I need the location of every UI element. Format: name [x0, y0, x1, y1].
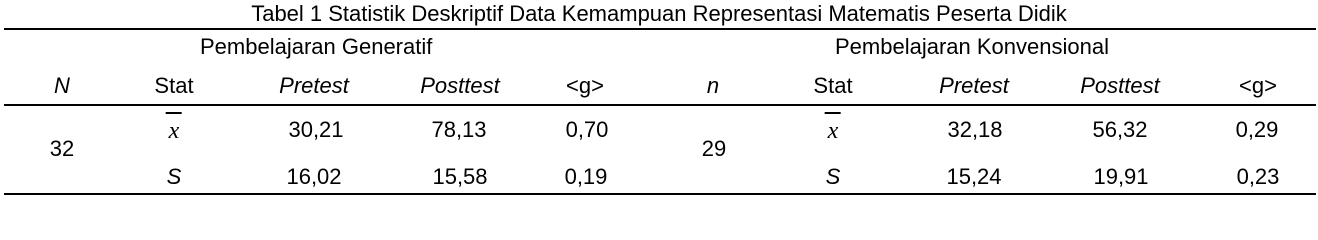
table-caption: Tabel 1 Statistik Deskriptif Data Kemampuan Representasi Matematis Peserta Didik: [251, 1, 1067, 26]
sd-pretest-generatif: 16,02: [286, 164, 342, 189]
mean-pretest-konvensional: 32,18: [947, 117, 1003, 142]
header-stat-konvensional: Stat: [813, 73, 853, 98]
sd-posttest-konvensional: 19,91: [1093, 164, 1149, 189]
header-posttest-generatif: Posttest: [420, 73, 500, 98]
mean-symbol-text: x: [827, 118, 839, 144]
mean-g-generatif: 0,70: [565, 117, 609, 142]
group-header-generatif: Pembelajaran Generatif: [200, 34, 433, 59]
mean-symbol-generatif: [169, 118, 180, 144]
header-n-konvensional: n: [706, 73, 720, 98]
sd-pretest-konvensional: 15,24: [946, 164, 1002, 189]
n-value-generatif: 32: [49, 136, 75, 161]
header-posttest-konvensional: Posttest: [1080, 73, 1160, 98]
header-rule: [4, 104, 1316, 106]
bottom-rule: [4, 193, 1316, 195]
header-g-generatif: <g>: [566, 73, 604, 98]
header-g-konvensional: <g>: [1239, 73, 1277, 98]
group-header-konvensional: Pembelajaran Konvensional: [835, 34, 1109, 59]
mean-symbol-konvensional: [828, 118, 839, 144]
sd-g-konvensional: 0,23: [1236, 164, 1280, 189]
n-value-konvensional: 29: [701, 136, 727, 161]
mean-bar: [166, 112, 182, 114]
mean-g-konvensional: 0,29: [1235, 117, 1279, 142]
header-n-generatif: N: [54, 73, 70, 98]
header-pretest-konvensional: Pretest: [939, 73, 1009, 98]
mean-pretest-generatif: 30,21: [288, 117, 344, 142]
mean-bar: [825, 112, 841, 114]
sd-g-generatif: 0,19: [564, 164, 608, 189]
sd-symbol-konvensional: S: [825, 164, 841, 189]
header-pretest-generatif: Pretest: [279, 73, 349, 98]
sd-posttest-generatif: 15,58: [432, 164, 488, 189]
header-stat-generatif: Stat: [154, 73, 194, 98]
mean-symbol-text: x: [168, 118, 180, 144]
sd-symbol-generatif: S: [166, 164, 182, 189]
mean-posttest-konvensional: 56,32: [1092, 117, 1148, 142]
top-rule: [4, 28, 1316, 30]
mean-posttest-generatif: 78,13: [431, 117, 487, 142]
